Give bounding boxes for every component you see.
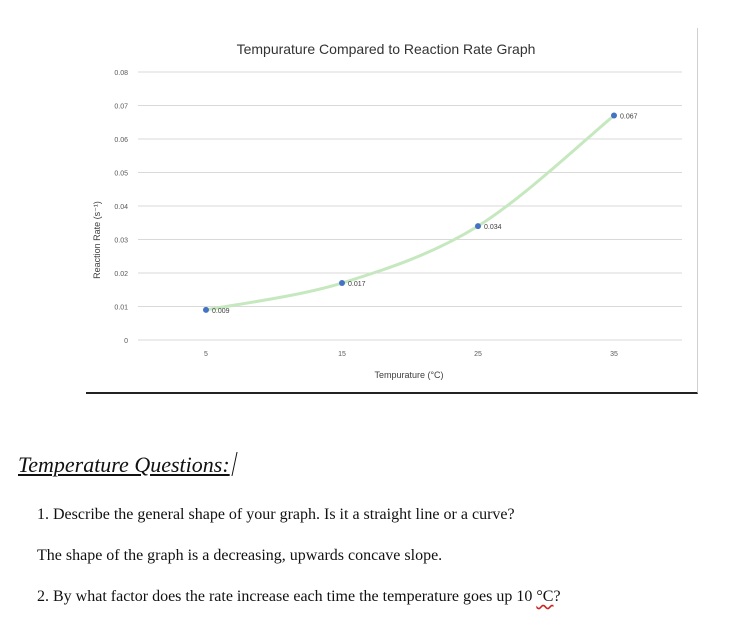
questions-heading xyxy=(18,452,235,478)
y-tick-label: 0.05 xyxy=(114,170,128,178)
y-tick-label: 0.07 xyxy=(114,103,128,111)
chart-title: Tempurature Compared to Reaction Rate Graph xyxy=(236,41,536,57)
data-point xyxy=(203,307,209,313)
chart-frame xyxy=(86,28,698,394)
data-label: 0.034 xyxy=(484,224,502,232)
grid-lines xyxy=(138,72,682,340)
x-axis-label: Tempurature (°C) xyxy=(374,370,444,380)
y-tick-label: 0.04 xyxy=(114,204,128,211)
series-line xyxy=(206,116,614,310)
data-label: 0.067 xyxy=(620,113,638,121)
data-point xyxy=(339,280,345,286)
y-tick-label: 0.06 xyxy=(114,137,128,144)
data-points xyxy=(203,113,638,315)
x-tick-label: 35 xyxy=(610,351,618,358)
text-cursor xyxy=(231,452,237,476)
y-tick-label: 0.08 xyxy=(114,70,128,77)
y-tick-label: 0.01 xyxy=(114,304,128,312)
y-tick-label: 0.02 xyxy=(114,271,128,278)
data-point xyxy=(475,223,481,229)
question-2-text: 2. By what factor does the rate increase each time the temperature goes up 10 xyxy=(37,588,537,605)
question-2-unit: °C xyxy=(536,588,554,605)
question-2-end: ? xyxy=(553,588,561,605)
data-label: 0.017 xyxy=(348,281,366,289)
y-tick-label: 0 xyxy=(124,338,128,345)
data-label: 0.009 xyxy=(212,307,230,315)
answer-1: The shape of the graph is a decreasing, upwards concave slope. xyxy=(37,547,443,564)
y-axis-label: Reaction Rate (s⁻¹) xyxy=(92,201,102,279)
x-tick-label: 25 xyxy=(474,351,482,358)
question-2 xyxy=(37,588,561,606)
y-tick-labels xyxy=(114,70,128,345)
x-tick-labels xyxy=(204,351,618,358)
data-point xyxy=(611,113,617,119)
reaction-rate-chart xyxy=(86,28,698,394)
questions-heading-text: Temperature Questions: xyxy=(18,452,230,477)
y-tick-label: 0.03 xyxy=(114,237,128,245)
question-1: 1. Describe the general shape of your graph. Is it a straight line or a curve? xyxy=(37,506,515,523)
x-tick-label: 15 xyxy=(338,351,346,358)
x-tick-label: 5 xyxy=(204,351,208,358)
